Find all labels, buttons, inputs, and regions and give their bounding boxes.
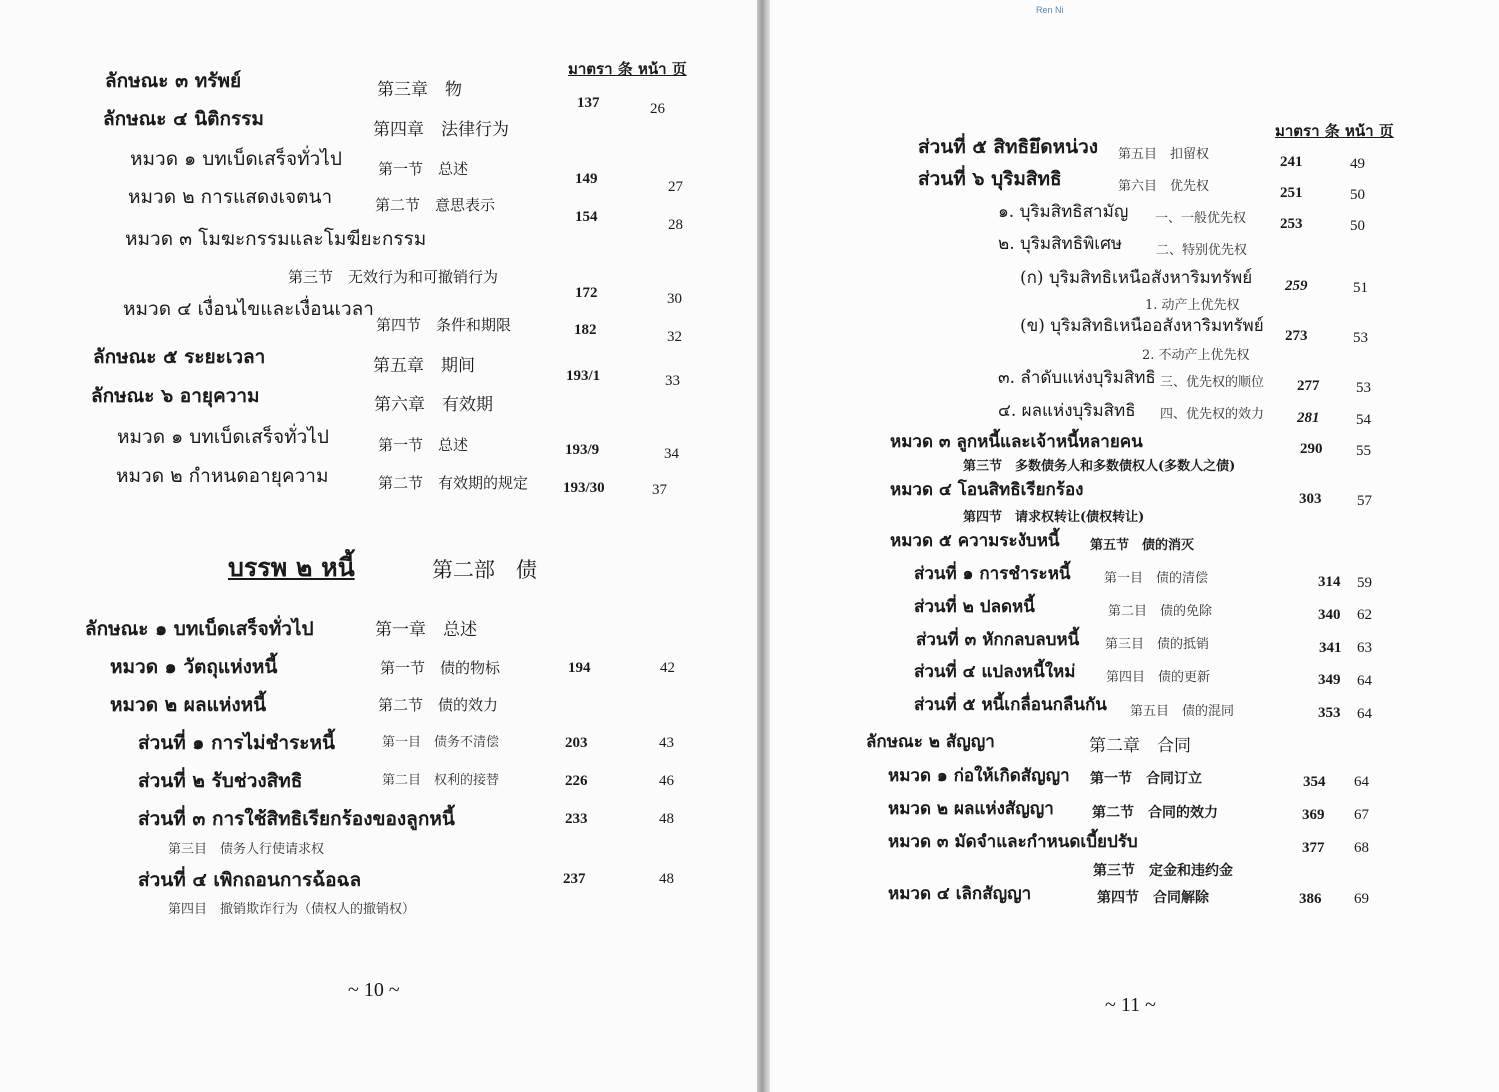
toc-chinese-entry: 第六目 优先权 bbox=[1118, 179, 1210, 194]
toc-thai-entry: ส่วนที่ ๓ การใช้สิทธิเรียกร้องของลูกหนี้ bbox=[138, 808, 455, 830]
section-number: 341 bbox=[1319, 640, 1342, 656]
toc-chinese-entry: 第四节 条件和期限 bbox=[376, 316, 512, 334]
section-number: 277 bbox=[1297, 378, 1320, 394]
toc-chinese-entry: 第一节 债的物标 bbox=[380, 659, 501, 677]
toc-thai-entry: หมวด ๑ บทเบ็ดเสร็จทั่วไป bbox=[117, 426, 329, 448]
toc-thai-entry: ส่วนที่ ๓ หักกลบลบหนี้ bbox=[916, 630, 1080, 650]
book-spine bbox=[757, 0, 770, 1092]
section-number: 314 bbox=[1318, 574, 1341, 590]
page-number: 33 bbox=[665, 373, 680, 389]
corner-label: Ren Ni bbox=[1036, 5, 1064, 15]
toc-chinese-heading: 第六章 有效期 bbox=[374, 395, 493, 415]
toc-chinese-entry: 第三节 定金和违约金 bbox=[1093, 863, 1233, 879]
toc-thai-entry: ส่วนที่ ๔ เพิกถอนการฉ้อฉล bbox=[138, 869, 362, 891]
page-number: 62 bbox=[1357, 607, 1372, 623]
section-number: 194 bbox=[568, 660, 591, 676]
page-number: 50 bbox=[1350, 187, 1365, 203]
toc-thai-entry: ส่วนที่ ๑ การไม่ชำระหนี้ bbox=[138, 732, 336, 754]
toc-thai-heading: ลักษณะ ๓ ทรัพย์ bbox=[105, 70, 242, 92]
page-number: 50 bbox=[1350, 218, 1365, 234]
section-number: 237 bbox=[563, 871, 586, 887]
section-number: 251 bbox=[1280, 185, 1303, 201]
toc-thai-entry: ๔. ผลแห่งบุริมสิทธิ bbox=[998, 401, 1136, 421]
section-number: 386 bbox=[1299, 891, 1322, 907]
toc-chinese-entry: 2. 不动产上优先权 bbox=[1142, 348, 1250, 363]
section-number: 241 bbox=[1280, 154, 1303, 170]
section-number: 353 bbox=[1318, 705, 1341, 721]
page-number: 34 bbox=[664, 446, 679, 462]
toc-chinese-entry: 第四目 债的更新 bbox=[1106, 670, 1211, 685]
page-number: 37 bbox=[652, 482, 667, 498]
section-number: 149 bbox=[575, 171, 598, 187]
page-number: 67 bbox=[1354, 807, 1369, 823]
section-number: 182 bbox=[574, 322, 597, 338]
toc-chinese-entry: 第三目 债的抵销 bbox=[1105, 637, 1210, 652]
page-number: 55 bbox=[1356, 443, 1371, 459]
toc-thai-heading: ลักษณะ ๔ นิติกรรม bbox=[103, 108, 264, 130]
toc-thai-entry: ๒. บุริมสิทธิพิเศษ bbox=[998, 234, 1123, 254]
page-number: 43 bbox=[659, 735, 674, 751]
toc-chinese-entry: 第五目 扣留权 bbox=[1118, 147, 1210, 162]
page-number: 27 bbox=[668, 179, 683, 195]
toc-thai-entry: หมวด ๔ เลิกสัญญา bbox=[888, 884, 1032, 904]
toc-chinese-entry: 第三节 多数债务人和多数债权人(多数人之债) bbox=[963, 459, 1236, 474]
page-folio: ~ 11 ~ bbox=[1105, 994, 1156, 1016]
toc-chinese-entry: 第五节 债的消灭 bbox=[1090, 538, 1195, 553]
toc-thai-entry: ส่วนที่ ๒ รับช่วงสิทธิ bbox=[138, 770, 303, 792]
toc-thai-entry: ๓. ลำดับแห่งบุริมสิทธิ bbox=[998, 368, 1156, 388]
toc-chinese-entry: 第一节 合同订立 bbox=[1090, 771, 1202, 787]
column-header: มาตรา 条 หน้า 页 bbox=[568, 60, 687, 78]
toc-thai-entry: ส่วนที่ ๔ แปลงหนี้ใหม่ bbox=[914, 662, 1076, 682]
toc-thai-entry: หมวด ๔ เงื่อนไขและเงื่อนเวลา bbox=[123, 298, 374, 320]
toc-chinese-entry: 第二目 权利的接替 bbox=[382, 773, 500, 788]
section-number: 340 bbox=[1318, 607, 1341, 623]
page-number: 46 bbox=[659, 773, 674, 789]
page-number: 64 bbox=[1354, 774, 1369, 790]
page-number: 48 bbox=[659, 871, 674, 887]
toc-chinese-entry: 1. 动产上优先权 bbox=[1145, 298, 1240, 313]
section-number: 226 bbox=[565, 773, 588, 789]
page-number: 28 bbox=[668, 217, 683, 233]
toc-chinese-heading: 第四章 法律行为 bbox=[373, 120, 509, 140]
section-number: 193/1 bbox=[566, 368, 601, 384]
page-number: 69 bbox=[1354, 891, 1369, 907]
section-number: 154 bbox=[575, 209, 598, 225]
toc-chinese-entry: 第二目 债的免除 bbox=[1108, 604, 1213, 619]
toc-thai-entry: ส่วนที่ ๒ ปลดหนี้ bbox=[914, 597, 1035, 617]
toc-thai-entry: หมวด ๒ การแสดงเจตนา bbox=[128, 186, 333, 208]
toc-thai-entry: (ก) บุริมสิทธิเหนือสังหาริมทรัพย์ bbox=[1020, 268, 1253, 288]
page-number: 59 bbox=[1357, 575, 1372, 591]
page-number: 51 bbox=[1353, 280, 1368, 296]
page-number: 53 bbox=[1353, 330, 1368, 346]
page-number: 68 bbox=[1354, 840, 1369, 856]
toc-chinese-entry: 第二节 有效期的规定 bbox=[378, 474, 529, 492]
toc-thai-heading: ลักษณะ ๕ ระยะเวลา bbox=[93, 346, 266, 368]
section-number: 259 bbox=[1285, 278, 1308, 294]
toc-chinese-heading: 第三章 物 bbox=[377, 80, 462, 100]
toc-thai-entry: หมวด ๔ โอนสิทธิเรียกร้อง bbox=[890, 480, 1084, 500]
toc-thai-entry: หมวด ๑ วัตถุแห่งหนี้ bbox=[110, 656, 278, 678]
right-page bbox=[770, 0, 1499, 1092]
toc-chinese-entry: 二、特别优先权 bbox=[1156, 243, 1248, 258]
toc-chinese-entry: 第五目 债的混同 bbox=[1130, 704, 1235, 719]
section-number: 377 bbox=[1302, 840, 1325, 856]
toc-thai-entry: หมวด ๒ กำหนดอายุความ bbox=[116, 465, 329, 487]
toc-chinese-entry: 第二节 债的效力 bbox=[378, 696, 499, 714]
toc-thai-heading: ลักษณะ ๑ บทเบ็ดเสร็จทั่วไป bbox=[85, 618, 314, 640]
section-number: 273 bbox=[1285, 328, 1308, 344]
toc-chinese-entry: 一、一般优先权 bbox=[1155, 211, 1247, 226]
toc-thai-entry: ส่วนที่ ๕ สิทธิยึดหน่วง bbox=[918, 136, 1099, 158]
section-number: 172 bbox=[575, 285, 598, 301]
book-title-chinese: 第二部 债 bbox=[432, 558, 537, 582]
toc-chinese-entry: 第四节 合同解除 bbox=[1097, 890, 1209, 906]
page-number: 49 bbox=[1350, 156, 1365, 172]
section-number: 303 bbox=[1299, 491, 1322, 507]
page-number: 26 bbox=[650, 101, 665, 117]
section-number: 253 bbox=[1280, 216, 1303, 232]
toc-chinese-entry: 第四节 请求权转让(债权转让) bbox=[963, 510, 1145, 525]
toc-thai-entry: หมวด ๒ ผลแห่งหนี้ bbox=[110, 694, 267, 716]
section-number: 203 bbox=[565, 735, 588, 751]
toc-chinese-entry: 三、优先权的顺位 bbox=[1160, 375, 1265, 390]
toc-chinese-entry: 第三节 无效行为和可撤销行为 bbox=[288, 268, 499, 286]
toc-chinese-entry: 第一目 债务不清偿 bbox=[382, 735, 500, 750]
toc-thai-entry: ๑. บุริมสิทธิสามัญ bbox=[998, 202, 1129, 222]
toc-thai-entry: ส่วนที่ ๑ การชำระหนี้ bbox=[914, 564, 1071, 584]
toc-chinese-entry: 第二节 意思表示 bbox=[375, 196, 496, 214]
toc-thai-entry: หมวด ๒ ผลแห่งสัญญา bbox=[888, 799, 1054, 819]
toc-thai-entry: หมวด ๑ บทเบ็ดเสร็จทั่วไป bbox=[130, 148, 342, 170]
section-number: 349 bbox=[1318, 672, 1341, 688]
section-number: 354 bbox=[1303, 774, 1326, 790]
page-number: 54 bbox=[1356, 412, 1371, 428]
column-header: มาตรา 条 หน้า 页 bbox=[1275, 122, 1394, 140]
toc-thai-entry: หมวด ๓ ลูกหนี้และเจ้าหนี้หลายคน bbox=[890, 432, 1143, 452]
page-folio: ~ 10 ~ bbox=[348, 979, 400, 1001]
toc-chinese-entry: 第一节 总述 bbox=[378, 436, 469, 454]
toc-thai-heading: ลักษณะ ๖ อายุความ bbox=[91, 385, 260, 407]
toc-thai-entry: ส่วนที่ ๕ หนี้เกลื่อนกลืนกัน bbox=[914, 695, 1107, 715]
section-number: 369 bbox=[1302, 807, 1325, 823]
toc-chinese-entry: 第一节 总述 bbox=[378, 160, 469, 178]
section-number: 137 bbox=[577, 95, 600, 111]
toc-thai-entry: หมวด ๓ โมฆะกรรมและโมฆียะกรรม bbox=[125, 228, 427, 250]
toc-chinese-heading: 第五章 期间 bbox=[373, 356, 475, 376]
page-number: 57 bbox=[1357, 493, 1372, 509]
toc-chinese-entry: 四、优先权的效力 bbox=[1160, 407, 1265, 422]
page-number: 42 bbox=[660, 660, 675, 676]
toc-thai-entry: ส่วนที่ ๖ บุริมสิทธิ bbox=[918, 168, 1062, 190]
page-number: 64 bbox=[1357, 673, 1372, 689]
toc-chinese-entry: 第四目 撤销欺诈行为（债权人的撤销权） bbox=[168, 902, 416, 917]
page-number: 64 bbox=[1357, 706, 1372, 722]
toc-thai-heading: ลักษณะ ๒ สัญญา bbox=[866, 732, 995, 752]
toc-thai-entry: (ข) บุริมสิทธิเหนืออสังหาริมทรัพย์ bbox=[1020, 316, 1264, 336]
book-title: บรรพ ๒ หนี้ bbox=[228, 553, 355, 582]
page-number: 32 bbox=[667, 329, 682, 345]
toc-chinese-heading: 第二章 合同 bbox=[1089, 736, 1191, 756]
section-number: 233 bbox=[565, 811, 588, 827]
page-number: 53 bbox=[1356, 380, 1371, 396]
toc-thai-entry: หมวด ๑ ก่อให้เกิดสัญญา bbox=[888, 766, 1070, 786]
toc-thai-entry: หมวด ๕ ความระงับหนี้ bbox=[890, 531, 1060, 551]
toc-chinese-entry: 第三目 债务人行使请求权 bbox=[168, 842, 325, 857]
toc-thai-entry: หมวด ๓ มัดจำและกำหนดเบี้ยปรับ bbox=[888, 832, 1138, 852]
section-number: 281 bbox=[1297, 410, 1320, 426]
toc-chinese-entry: 第二节 合同的效力 bbox=[1092, 805, 1218, 821]
section-number: 193/30 bbox=[563, 480, 605, 496]
toc-chinese-entry: 第一目 债的清偿 bbox=[1104, 571, 1209, 586]
page-number: 48 bbox=[659, 811, 674, 827]
page-number: 30 bbox=[667, 291, 682, 307]
toc-chinese-heading: 第一章 总述 bbox=[375, 620, 477, 640]
page-number: 63 bbox=[1357, 640, 1372, 656]
section-number: 193/9 bbox=[565, 442, 600, 458]
section-number: 290 bbox=[1300, 441, 1323, 457]
